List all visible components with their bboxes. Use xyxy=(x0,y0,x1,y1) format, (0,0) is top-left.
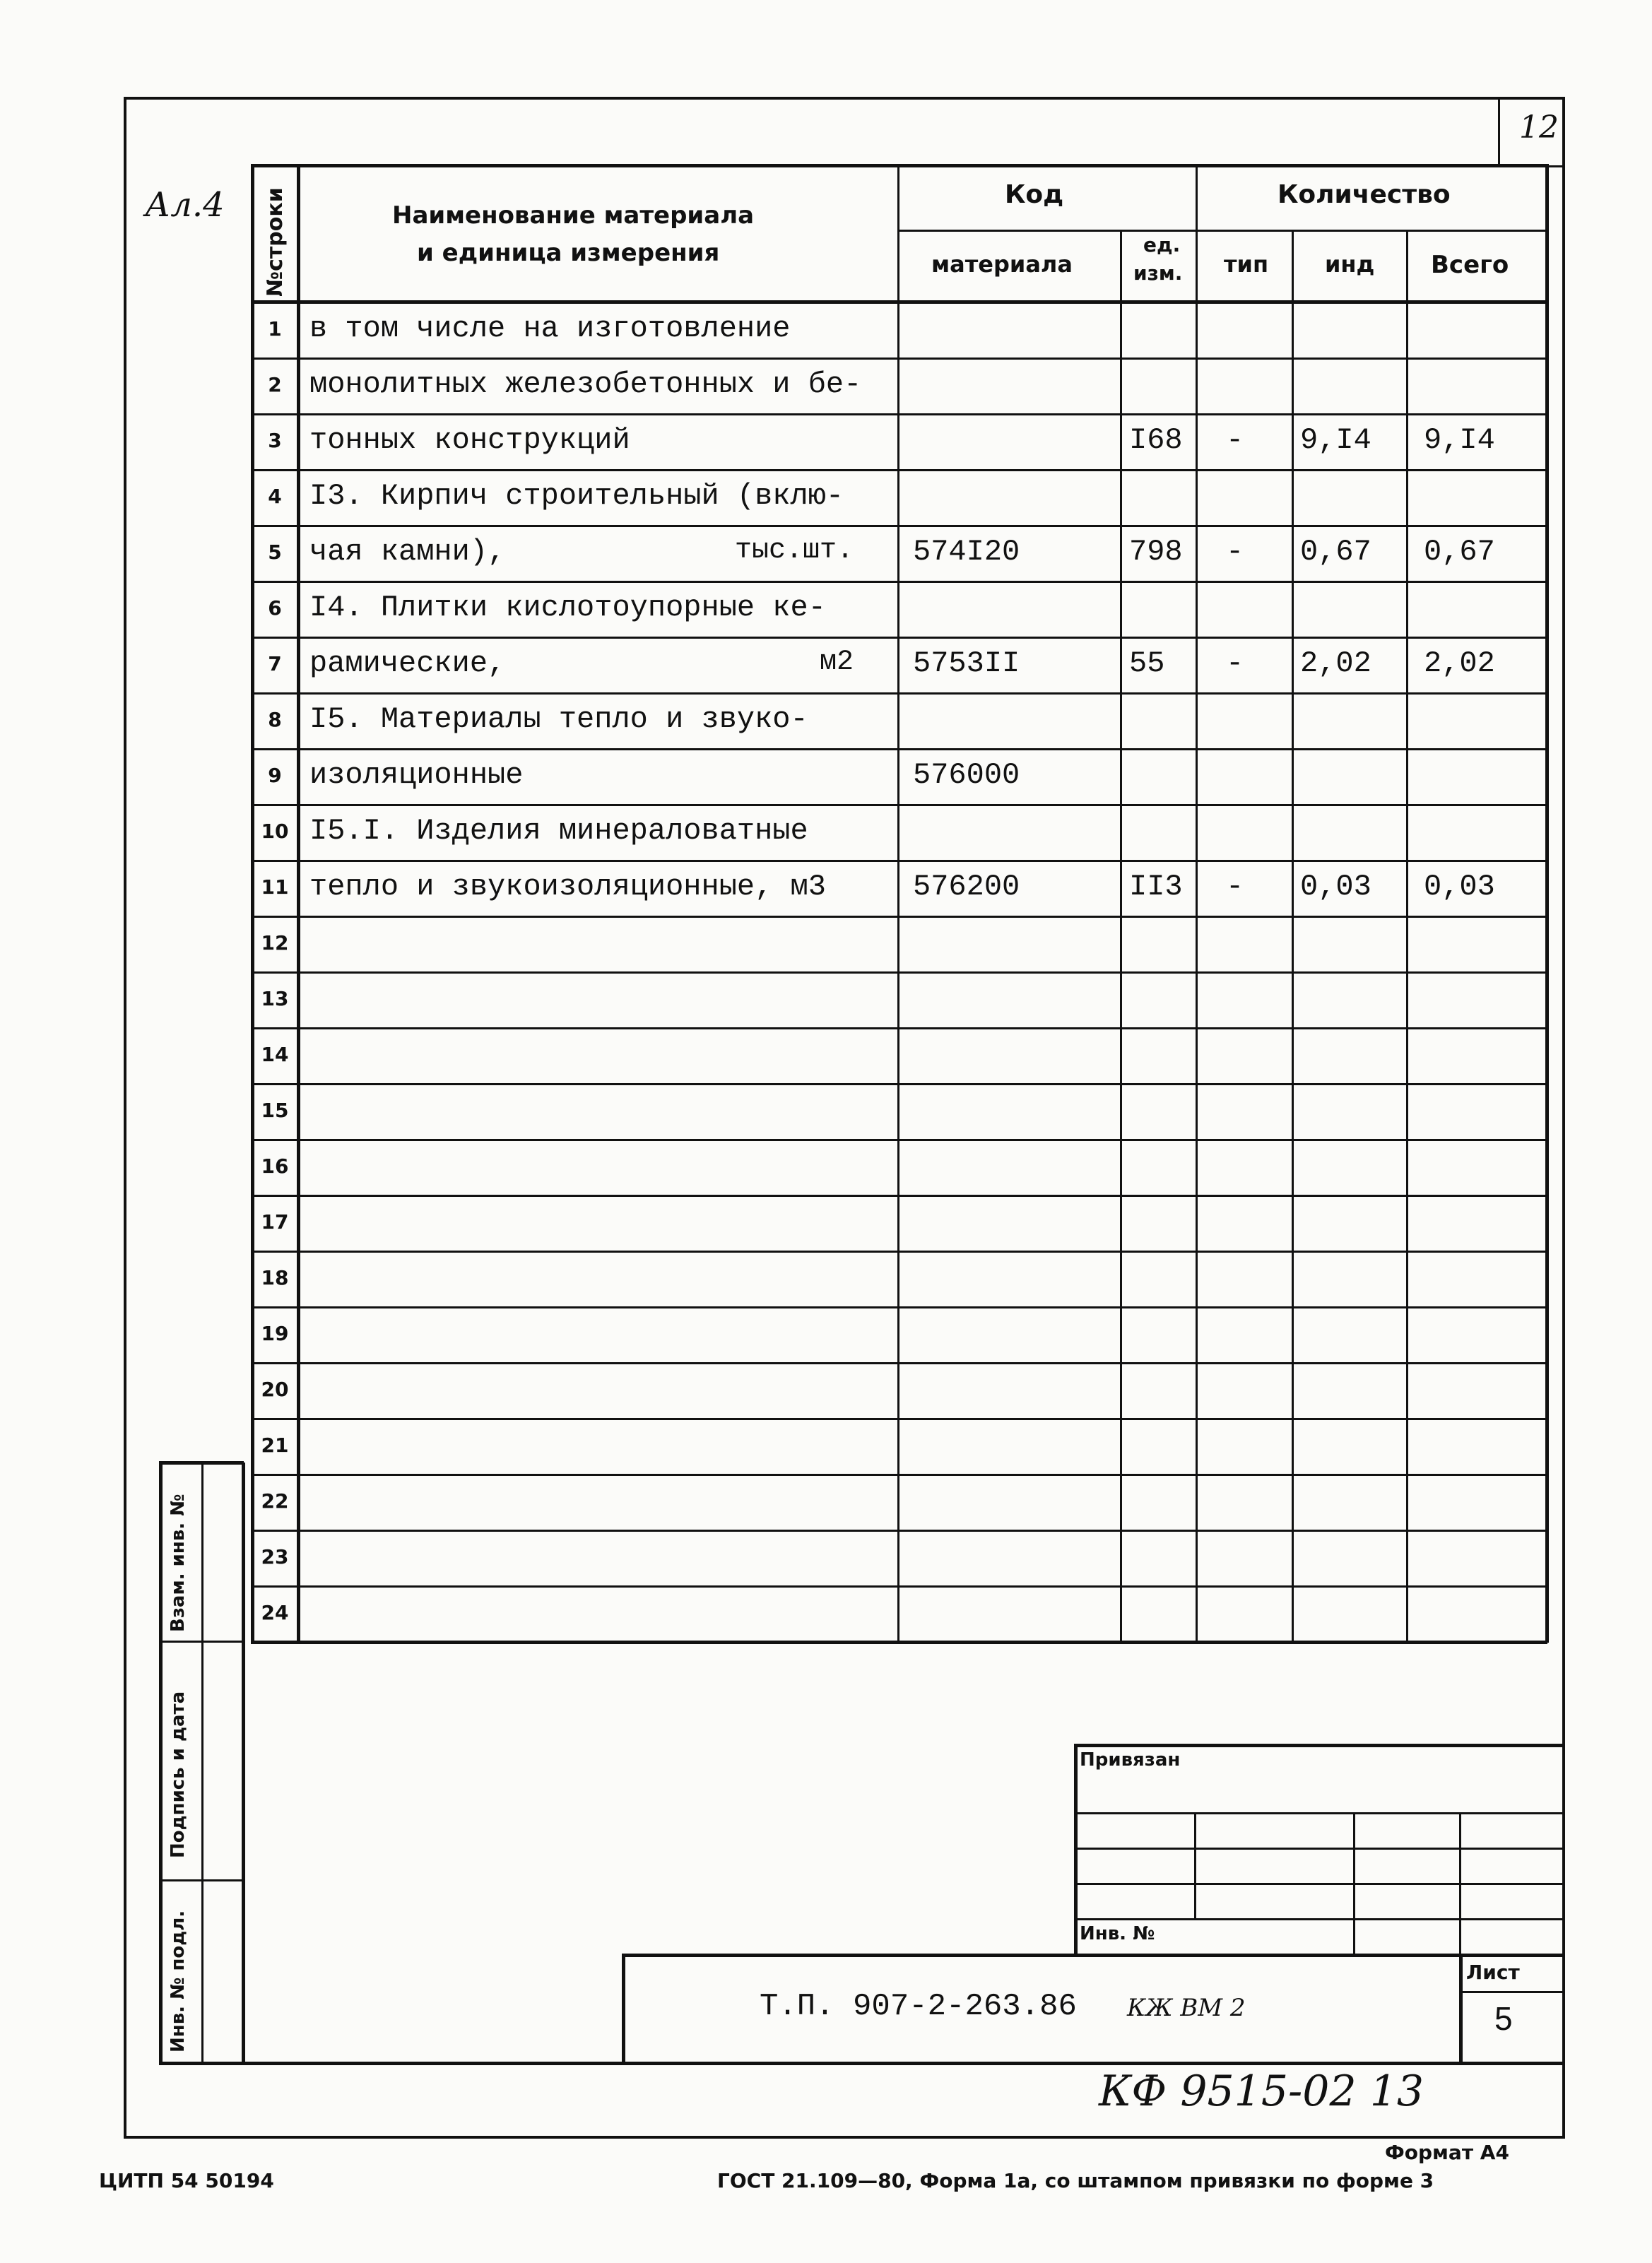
row-separator xyxy=(251,1139,1547,1141)
row-name: тонных конструкций xyxy=(309,423,630,457)
col-sep-name xyxy=(897,164,899,1643)
page-number-divider xyxy=(1498,97,1500,167)
page-number: 12 xyxy=(1519,110,1559,146)
row-name: чая камни), xyxy=(309,535,506,569)
row-name: тепло и звукоизоляционные, м3 xyxy=(309,870,826,904)
total-header: Всего xyxy=(1431,251,1509,279)
row-separator xyxy=(251,525,1547,527)
row-number: 22 xyxy=(261,1489,289,1513)
row-number: 20 xyxy=(261,1378,289,1401)
row-separator xyxy=(251,469,1547,471)
gost-reference: ГОСТ 21.109—80, Форма 1а, со штампом привязки по форме 3 xyxy=(717,2169,1434,2192)
row-number: 24 xyxy=(261,1601,289,1624)
row-number: 17 xyxy=(261,1210,289,1234)
col-sep-type xyxy=(1292,230,1294,1643)
row-separator xyxy=(251,971,1547,974)
row-separator xyxy=(251,1195,1547,1197)
row-unit-code: I68 xyxy=(1129,423,1183,457)
row-number: 11 xyxy=(261,875,289,899)
sheet-number: 5 xyxy=(1494,2000,1513,2037)
row-name: монолитных железобетонных и бе- xyxy=(309,367,862,401)
row-number: 13 xyxy=(261,987,289,1010)
designation: Т.П. 907-2-263.86 xyxy=(760,1989,1077,2024)
col-sep-number xyxy=(297,164,300,1643)
row-name: рамические, xyxy=(309,646,506,680)
row-number: 23 xyxy=(261,1545,289,1568)
inv-label: Инв. № xyxy=(1080,1923,1155,1944)
code-header: Код xyxy=(1005,180,1064,209)
row-separator xyxy=(251,916,1547,918)
row-material-code: 576000 xyxy=(913,758,1020,792)
row-separator xyxy=(251,860,1547,862)
row-number-header: №строки xyxy=(263,187,288,297)
quantity-header: Количество xyxy=(1278,180,1451,209)
row-number: 16 xyxy=(261,1154,289,1178)
row-material-code: 574I20 xyxy=(913,535,1020,569)
row-number: 1 xyxy=(268,317,282,341)
row-separator xyxy=(251,1083,1547,1085)
row-material-code: 5753II xyxy=(913,646,1020,680)
row-separator xyxy=(251,1251,1547,1253)
row-separator xyxy=(251,358,1547,360)
row-type: - xyxy=(1226,646,1244,680)
row-number: 6 xyxy=(268,596,282,620)
row-separator xyxy=(251,1585,1547,1588)
row-unit-code: 798 xyxy=(1129,535,1183,569)
row-number: 9 xyxy=(268,764,282,787)
row-number: 12 xyxy=(261,931,289,955)
sheet-frame xyxy=(124,97,1565,2139)
row-ind: 2,02 xyxy=(1300,646,1371,680)
row-separator xyxy=(251,1306,1547,1308)
ind-header: инд xyxy=(1325,251,1375,278)
row-number: 21 xyxy=(261,1434,289,1457)
row-unit-code: II3 xyxy=(1129,870,1183,904)
row-number: 4 xyxy=(268,485,282,508)
row-material-code: 576200 xyxy=(913,870,1020,904)
row-number: 15 xyxy=(261,1099,289,1122)
row-separator xyxy=(251,1362,1547,1364)
col-sep-ind xyxy=(1406,230,1408,1643)
row-total: 0,67 xyxy=(1424,535,1495,569)
row-type: - xyxy=(1226,423,1244,457)
designation-suffix: КЖ ВМ 2 xyxy=(1127,1994,1246,2022)
sheet-label: Лист xyxy=(1466,1961,1520,1984)
row-total: 9,I4 xyxy=(1424,423,1495,457)
row-number: 3 xyxy=(268,429,282,452)
row-type: - xyxy=(1226,535,1244,569)
name-header-line2: и единица измерения xyxy=(417,239,720,267)
type-header: тип xyxy=(1224,251,1269,278)
row-name: I5. Материалы тепло и звуко- xyxy=(309,702,808,736)
row-number: 19 xyxy=(261,1322,289,1345)
row-separator xyxy=(251,1418,1547,1420)
row-separator xyxy=(251,1530,1547,1532)
col-sep-unit xyxy=(1196,164,1198,1643)
row-ind: 9,I4 xyxy=(1300,423,1371,457)
ref-inv-label: Взам. инв. № xyxy=(167,1494,189,1632)
name-header-line1: Наименование материала xyxy=(392,201,755,230)
row-number: 7 xyxy=(268,652,282,675)
row-ind: 0,67 xyxy=(1300,535,1371,569)
row-unit-code: 55 xyxy=(1129,646,1165,680)
unit-header-line2: изм. xyxy=(1133,261,1183,285)
row-separator xyxy=(251,748,1547,750)
attached-label: Привязан xyxy=(1080,1749,1181,1771)
inv-orig-label: Инв. № подл. xyxy=(167,1910,189,2052)
row-name: в том числе на изготовление xyxy=(309,312,791,345)
row-separator xyxy=(251,1474,1547,1476)
row-separator xyxy=(251,692,1547,695)
format-label: Формат А4 xyxy=(1385,2141,1509,2164)
corner-mark: Ал.4 xyxy=(145,185,225,225)
row-separator xyxy=(251,804,1547,806)
row-name: изоляционные xyxy=(309,758,524,792)
row-number: 2 xyxy=(268,373,282,396)
row-number: 18 xyxy=(261,1266,289,1289)
row-ind: 0,03 xyxy=(1300,870,1371,904)
row-number: 5 xyxy=(268,540,282,564)
row-name-unit: тыс.шт. xyxy=(735,535,854,567)
handwritten-code: КФ 9515-02 13 xyxy=(1099,2067,1424,2116)
col-sep-material xyxy=(1120,230,1122,1643)
row-number: 8 xyxy=(268,708,282,731)
row-separator xyxy=(251,581,1547,583)
row-separator xyxy=(251,1027,1547,1029)
unit-header-line1: ед. xyxy=(1143,233,1181,256)
row-name: I3. Кирпич строительный (вклю- xyxy=(309,479,844,513)
row-total: 0,03 xyxy=(1424,870,1495,904)
row-separator xyxy=(251,637,1547,639)
row-name: I4. Плитки кислотоупорные ке- xyxy=(309,591,826,625)
sign-date-label: Подпись и дата xyxy=(167,1691,189,1858)
row-number: 14 xyxy=(261,1043,289,1066)
row-number: 10 xyxy=(261,820,289,843)
row-name: I5.I. Изделия минераловатные xyxy=(309,814,808,848)
bottom-left-code: ЦИТП 54 50194 xyxy=(99,2169,274,2192)
row-name-unit: м2 xyxy=(820,646,854,678)
row-total: 2,02 xyxy=(1424,646,1495,680)
row-type: - xyxy=(1226,870,1244,904)
row-separator xyxy=(251,413,1547,415)
material-header: материала xyxy=(931,251,1073,278)
